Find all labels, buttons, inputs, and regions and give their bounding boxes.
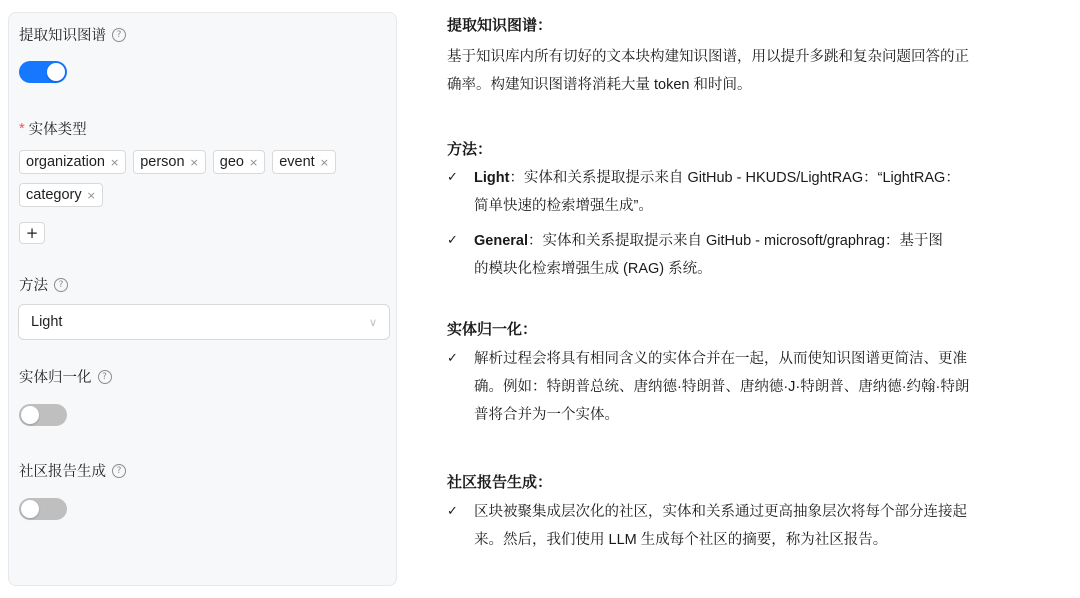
close-icon[interactable]: × (86, 188, 96, 202)
switch-knob (21, 406, 39, 424)
paragraph-line: 基于知识库内所有切好的文本块构建知识图谱，用以提升多跳和复杂问题回答的正 (447, 49, 969, 65)
tag-text: event (279, 154, 315, 170)
extract-kg-label (19, 24, 126, 45)
item-text: 的模块化检索增强生成 (RAG) 系统。 (474, 261, 712, 277)
close-icon[interactable]: × (248, 155, 259, 169)
item-name: Light (474, 170, 510, 186)
tag-text: category (26, 187, 82, 203)
chevron-down-icon: ∨ (368, 315, 377, 329)
tag-text: geo (219, 154, 244, 170)
section-title: 实体归一化： (447, 321, 538, 338)
required-mark: * (19, 120, 25, 137)
tag-text: person (140, 154, 185, 170)
item-text: ：实体和关系提取提示来自 GitHub - microsoft/graphrag：基于图 (528, 233, 943, 249)
check-icon: ✓ (447, 233, 458, 248)
item-text: 区块被聚集成层次化的社区，实体和关系通过更高抽象层次将每个部分连接起 (474, 504, 967, 520)
list-item (447, 345, 1072, 429)
tag-geo (213, 150, 265, 174)
tag-organization (19, 150, 126, 174)
list-item (447, 164, 1072, 220)
method-select-value: Light (31, 314, 63, 330)
entity-type-tags (19, 150, 389, 207)
entity-types-label-text: 实体类型 (28, 122, 87, 138)
close-icon[interactable]: × (110, 155, 120, 169)
paragraph (447, 43, 1072, 99)
tag-text: organization (26, 154, 105, 170)
settings-panel (8, 12, 397, 586)
tag-person (133, 150, 206, 174)
section-title: 提取知识图谱： (447, 17, 553, 34)
help-icon[interactable]: ? (98, 370, 112, 384)
item-text: 简单快速的检索增强生成”。 (474, 198, 653, 214)
check-icon: ✓ (447, 504, 458, 519)
switch-knob (21, 500, 39, 518)
entity-resolution-label-text: 实体归一化 (19, 370, 92, 386)
section-title: 社区报告生成： (447, 474, 553, 491)
method-label (19, 274, 68, 295)
list-item (447, 227, 1072, 283)
extract-kg-label-text: 提取知识图谱 (19, 28, 106, 44)
item-text: 来。然后，我们使用 LLM 生成每个社区的摘要，称为社区报告。 (474, 532, 888, 548)
help-icon[interactable]: ? (112, 28, 126, 42)
item-text: 解析过程会将具有相同含义的实体合并在一起，从而使知识图谱更简洁、更准 (474, 351, 967, 367)
item-name: General (474, 233, 528, 249)
entity-resolution-switch[interactable] (19, 404, 67, 426)
entity-resolution-label (19, 366, 112, 387)
tag-category (19, 183, 103, 207)
check-icon: ✓ (447, 351, 458, 366)
close-icon[interactable]: × (319, 155, 329, 169)
check-icon: ✓ (447, 170, 458, 185)
method-label-text: 方法 (19, 278, 48, 294)
community-report-label-text: 社区报告生成 (19, 464, 106, 480)
item-text: ：实体和关系提取提示来自 GitHub - HKUDS/LightRAG：“LightRAG： (509, 170, 960, 186)
help-icon[interactable]: ? (54, 278, 68, 292)
switch-knob (47, 63, 65, 81)
entity-types-label (19, 118, 87, 139)
section-title: 方法： (447, 141, 493, 158)
tag-event (272, 150, 336, 174)
community-report-label (19, 460, 126, 481)
method-select[interactable] (18, 304, 390, 340)
list-item (447, 498, 1072, 554)
item-text: 确。例如：特朗普总统、唐纳德·特朗普、唐纳德·J·特朗普、唐纳德·约翰·特朗 (474, 379, 970, 395)
add-tag-button[interactable]: + (19, 222, 45, 244)
paragraph-line: 确率。构建知识图谱将消耗大量 token 和时间。 (447, 77, 752, 93)
community-report-switch[interactable] (19, 498, 67, 520)
close-icon[interactable]: × (189, 155, 199, 169)
extract-kg-switch[interactable] (19, 61, 67, 83)
item-text: 普将合并为一个实体。 (474, 407, 619, 423)
help-icon[interactable]: ? (112, 464, 126, 478)
